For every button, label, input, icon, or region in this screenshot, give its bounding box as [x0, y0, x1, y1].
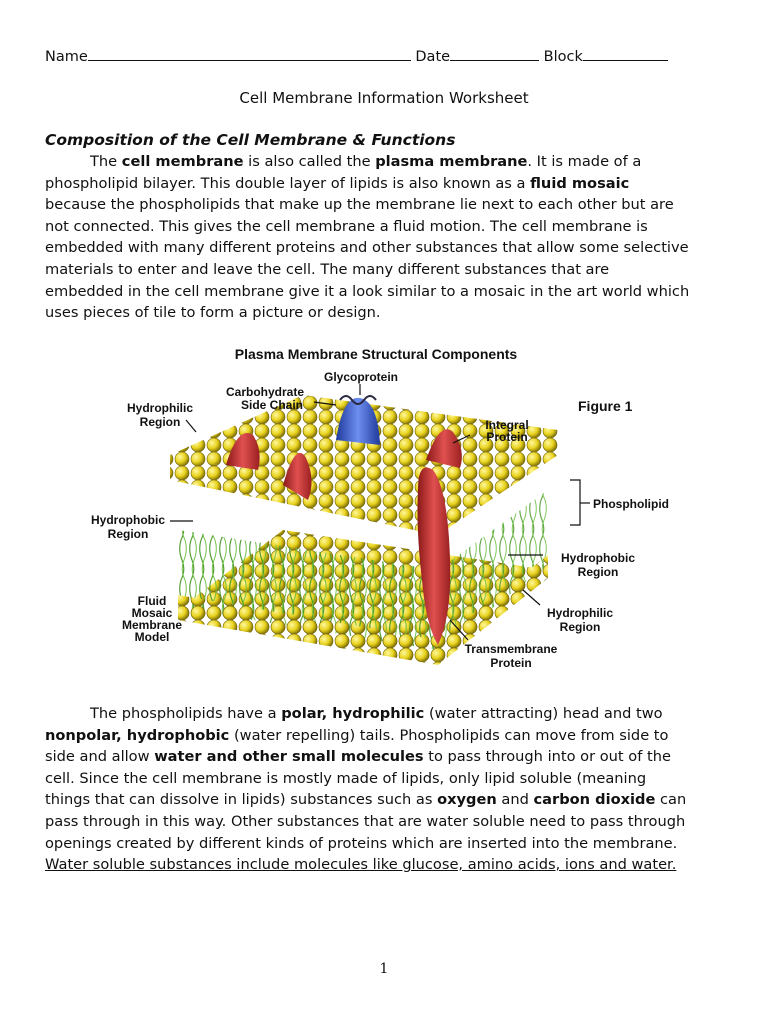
paragraph-composition	[45, 151, 725, 324]
text-line: embedded with many different proteins and other substances that allow some selective	[45, 239, 689, 257]
underlined-text-line: Water soluble substances include molecules like glucose, amino acids, ions and water.	[45, 856, 677, 874]
label-hydrophilic-top-region: Region	[139, 415, 181, 429]
text-line: pass through in this way. Other substances that are water soluble need to pass through	[45, 812, 686, 830]
label-integral-protein: Protein	[486, 430, 528, 444]
label-hydrophilic-bottom-region: Region	[559, 620, 601, 634]
label-hydrophobic-left: Hydrophobic	[91, 513, 165, 527]
figure-title: Plasma Membrane Structural Components	[234, 346, 518, 362]
label-side-chain: Side Chain	[240, 398, 304, 412]
label-fluid: Fluid	[137, 594, 167, 608]
text-line: embedded in the cell membrane give it a look similar to a mosaic in the art world which	[45, 282, 690, 300]
text-line: cell. Since the cell membrane is mostly made of lipids, only lipid soluble (meaning	[45, 769, 647, 787]
label-glycoprotein: Glycoprotein	[323, 370, 399, 384]
block-field[interactable]	[583, 47, 668, 61]
name-label: Name	[45, 49, 88, 65]
text-line: nonpolar, hydrophobic (water repelling) tails. Phospholipids can move from side to	[45, 726, 669, 744]
label-hydrophobic-right: Hydrophobic	[561, 551, 635, 565]
text-line: side and allow water and other small molecules to pass through into or out of the	[45, 748, 671, 766]
label-hydrophobic-left-region: Region	[107, 527, 149, 541]
label-transmembrane: Transmembrane	[464, 642, 558, 656]
label-hydrophilic-bottom: Hydrophilic	[546, 606, 614, 620]
date-field[interactable]	[450, 47, 539, 61]
block-label: Block	[543, 49, 583, 65]
label-transmembrane-protein: Protein	[490, 656, 532, 670]
label-integral: Integral	[485, 418, 529, 432]
date-label: Date	[415, 49, 451, 65]
label-model: Model	[134, 630, 170, 644]
plasma-membrane-figure	[78, 340, 698, 680]
label-hydrophobic-right-region: Region	[577, 565, 619, 579]
text-line: things that can dissolve in lipids) substances such as oxygen and carbon dioxide can	[45, 791, 687, 809]
section-heading: Composition of the Cell Membrane & Functions	[45, 131, 456, 149]
text-line: because the phospholipids that make up the membrane lie next to each other but are	[45, 196, 674, 214]
name-field[interactable]	[88, 47, 411, 61]
text-line: uses pieces of tile to form a picture or design.	[45, 304, 381, 322]
figure-label: Figure 1	[578, 398, 633, 414]
text-line: phospholipid bilayer. This double layer of lipids is also known as a fluid mosaic	[45, 174, 630, 192]
text-line: not connected. This gives the cell membrane a fluid motion. The cell membrane is	[45, 217, 648, 235]
label-hydrophilic-top: Hydrophilic	[126, 401, 194, 415]
label-mosaic: Mosaic	[131, 606, 173, 620]
label-carbohydrate: Carbohydrate	[225, 385, 305, 399]
paragraph-phospholipids	[45, 703, 725, 876]
worksheet-header	[45, 47, 668, 65]
page-title: Cell Membrane Information Worksheet	[239, 89, 529, 107]
text-line: The cell membrane is also called the plasma membrane. It is made of a	[90, 153, 642, 170]
text-line: The phospholipids have a polar, hydrophilic (water attracting) head and two	[90, 705, 663, 722]
label-membrane: Membrane	[121, 618, 183, 632]
text-line: openings created by different kinds of proteins which are inserted into the membrane.	[45, 834, 678, 852]
text-line: materials to enter and leave the cell. The many different substances that are	[45, 260, 610, 278]
label-phospholipid: Phospholipid	[593, 497, 669, 511]
page-number: 1	[379, 961, 389, 977]
